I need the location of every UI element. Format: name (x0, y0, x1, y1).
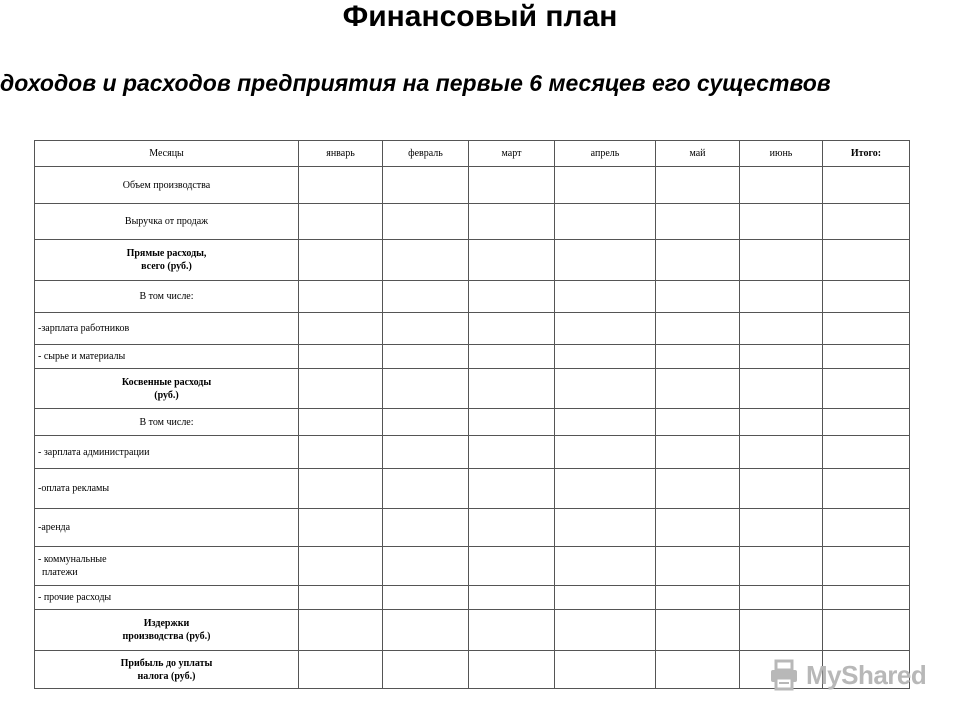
table-cell[interactable] (469, 281, 555, 313)
table-row (35, 345, 910, 369)
row-label-line: -оплата рекламы (38, 483, 110, 494)
watermark-text: MyShared (806, 659, 927, 690)
table-cell[interactable] (656, 369, 740, 409)
table-row (35, 436, 910, 469)
table-cell[interactable] (823, 240, 910, 281)
table-cell[interactable] (299, 369, 383, 409)
table-cell[interactable] (383, 204, 469, 240)
page-title: Финансовый план (342, 0, 618, 33)
table-cell[interactable] (469, 313, 555, 345)
table-cell[interactable] (383, 586, 469, 610)
table-cell[interactable] (383, 369, 469, 409)
table-cell[interactable] (383, 610, 469, 651)
row-label-line: Объем производства (122, 179, 211, 191)
table-cell[interactable] (656, 651, 740, 689)
row-label (35, 547, 299, 586)
table-cell[interactable] (555, 651, 656, 689)
row-label-line: - прочие расходы (38, 592, 112, 603)
header-months-label: Месяцы (35, 141, 299, 167)
row-label (35, 509, 299, 547)
table-cell[interactable] (299, 409, 383, 436)
table-cell[interactable] (383, 240, 469, 281)
table-cell[interactable] (823, 281, 910, 313)
table-cell[interactable] (656, 586, 740, 610)
row-label (35, 469, 299, 509)
table-cell[interactable] (823, 436, 910, 469)
table-row (35, 240, 910, 281)
table-cell[interactable] (299, 240, 383, 281)
row-label-line: - коммунальные (38, 554, 107, 565)
table-row (35, 409, 910, 436)
table-row (35, 204, 910, 240)
table-cell[interactable] (823, 167, 910, 204)
table-row (35, 509, 910, 547)
row-label-line: В том числе: (139, 416, 194, 428)
row-label (35, 651, 299, 689)
table-cell[interactable] (383, 509, 469, 547)
table-cell[interactable] (383, 313, 469, 345)
table-cell[interactable] (555, 204, 656, 240)
table-cell[interactable] (383, 469, 469, 509)
table-cell[interactable] (469, 469, 555, 509)
table-cell[interactable] (656, 610, 740, 651)
row-label-line: Прибыль до уплаты (120, 657, 213, 669)
table-cell[interactable] (469, 610, 555, 651)
table-header-row (35, 141, 910, 167)
financial-plan-table (34, 140, 910, 689)
header-month-january: январь (299, 141, 383, 167)
row-label-line: -аренда (38, 522, 71, 533)
table-cell[interactable] (555, 167, 656, 204)
table-cell[interactable] (299, 586, 383, 610)
row-label-line: налога (руб.) (137, 670, 196, 682)
table-row (35, 281, 910, 313)
table-cell[interactable] (740, 204, 823, 240)
table-cell[interactable] (555, 409, 656, 436)
table-cell[interactable] (383, 409, 469, 436)
row-label (35, 281, 299, 313)
watermark (768, 656, 926, 694)
table-cell[interactable] (555, 369, 656, 409)
table-cell[interactable] (469, 651, 555, 689)
table-cell[interactable] (656, 345, 740, 369)
table-cell[interactable] (299, 345, 383, 369)
row-label-line: (руб.) (154, 389, 179, 401)
row-label-line: В том числе: (139, 291, 194, 302)
table-cell[interactable] (656, 509, 740, 547)
table-cell[interactable] (299, 509, 383, 547)
table-row (35, 369, 910, 409)
table-cell[interactable] (740, 369, 823, 409)
table-cell[interactable] (555, 313, 656, 345)
table-cell[interactable] (740, 469, 823, 509)
table-cell[interactable] (740, 167, 823, 204)
table-cell[interactable] (469, 345, 555, 369)
header-month-may: май (656, 141, 740, 167)
table-cell[interactable] (740, 547, 823, 586)
table-cell[interactable] (299, 469, 383, 509)
header-month-march: март (469, 141, 555, 167)
table-cell[interactable] (299, 610, 383, 651)
table-row (35, 586, 910, 610)
table-cell[interactable] (656, 469, 740, 509)
row-label-line: Издержки (143, 618, 190, 629)
table-cell[interactable] (469, 436, 555, 469)
table-cell[interactable] (823, 204, 910, 240)
table-cell[interactable] (469, 204, 555, 240)
row-label (35, 586, 299, 610)
table-cell[interactable] (383, 547, 469, 586)
table-cell[interactable] (740, 586, 823, 610)
row-label (35, 204, 299, 240)
table-cell[interactable] (469, 240, 555, 281)
row-label-line: производства (руб.) (122, 631, 211, 642)
table-cell[interactable] (740, 436, 823, 469)
table-cell[interactable] (299, 436, 383, 469)
table-cell[interactable] (823, 469, 910, 509)
table-cell[interactable] (656, 313, 740, 345)
row-label-line: - сырье и материалы (38, 351, 126, 362)
table-cell[interactable] (740, 240, 823, 281)
table-cell[interactable] (823, 369, 910, 409)
table-cell[interactable] (823, 547, 910, 586)
table-cell[interactable] (383, 651, 469, 689)
table-cell[interactable] (299, 547, 383, 586)
row-label (35, 167, 299, 204)
table-cell[interactable] (740, 313, 823, 345)
table-cell[interactable] (823, 586, 910, 610)
table-cell[interactable] (469, 586, 555, 610)
table-cell[interactable] (823, 409, 910, 436)
header-total: Итого: (823, 141, 910, 167)
table-cell[interactable] (656, 240, 740, 281)
row-label-line: -зарплата работников (38, 323, 130, 334)
row-label (35, 345, 299, 369)
row-label (35, 313, 299, 345)
row-label-line: платежи (42, 567, 78, 578)
row-label-line: Выручка от продаж (124, 216, 209, 227)
table-cell[interactable] (555, 281, 656, 313)
table-row (35, 547, 910, 586)
table-cell[interactable] (656, 547, 740, 586)
table-cell[interactable] (656, 281, 740, 313)
header-month-april: апрель (555, 141, 656, 167)
table-cell[interactable] (469, 369, 555, 409)
table-cell[interactable] (823, 345, 910, 369)
table-row (35, 313, 910, 345)
table-row (35, 167, 910, 204)
table-cell[interactable] (656, 167, 740, 204)
header-month-february: февраль (383, 141, 469, 167)
printer-logo-icon (768, 658, 802, 692)
table-cell[interactable] (469, 409, 555, 436)
table-cell[interactable] (740, 610, 823, 651)
table-cell[interactable] (299, 167, 383, 204)
row-label (35, 240, 299, 281)
table-cell[interactable] (656, 204, 740, 240)
table-cell[interactable] (383, 167, 469, 204)
row-label-line: Прямые расходы, (126, 248, 207, 259)
table-cell[interactable] (555, 469, 656, 509)
table-cell[interactable] (740, 409, 823, 436)
table-cell[interactable] (555, 509, 656, 547)
table-cell[interactable] (299, 204, 383, 240)
row-label (35, 610, 299, 651)
table-cell[interactable] (555, 436, 656, 469)
table-cell[interactable] (555, 345, 656, 369)
table-cell[interactable] (469, 547, 555, 586)
table-cell[interactable] (823, 610, 910, 651)
table-cell[interactable] (656, 436, 740, 469)
table-cell[interactable] (469, 167, 555, 204)
table-cell[interactable] (383, 281, 469, 313)
row-label (35, 409, 299, 436)
table-cell[interactable] (740, 281, 823, 313)
table-cell[interactable] (469, 509, 555, 547)
row-label (35, 369, 299, 409)
row-label-line: - зарплата администрации (38, 446, 150, 458)
table-cell[interactable] (383, 436, 469, 469)
table-cell[interactable] (555, 610, 656, 651)
table-cell[interactable] (555, 586, 656, 610)
table-row (35, 469, 910, 509)
row-label (35, 436, 299, 469)
table-cell[interactable] (823, 509, 910, 547)
table-cell[interactable] (740, 345, 823, 369)
table-cell[interactable] (299, 281, 383, 313)
row-label-line: всего (руб.) (141, 261, 192, 272)
table-cell[interactable] (740, 509, 823, 547)
table-cell[interactable] (555, 240, 656, 281)
header-month-june: июнь (740, 141, 823, 167)
row-label-line: Косвенные расходы (121, 376, 212, 388)
page-subtitle: доходов и расходов предприятия на первые 6 месяцев его существов (0, 70, 831, 96)
table-row (35, 610, 910, 651)
table-cell[interactable] (299, 313, 383, 345)
table-cell[interactable] (299, 651, 383, 689)
table-cell[interactable] (383, 345, 469, 369)
table-cell[interactable] (823, 313, 910, 345)
table-cell[interactable] (555, 547, 656, 586)
table-cell[interactable] (656, 409, 740, 436)
